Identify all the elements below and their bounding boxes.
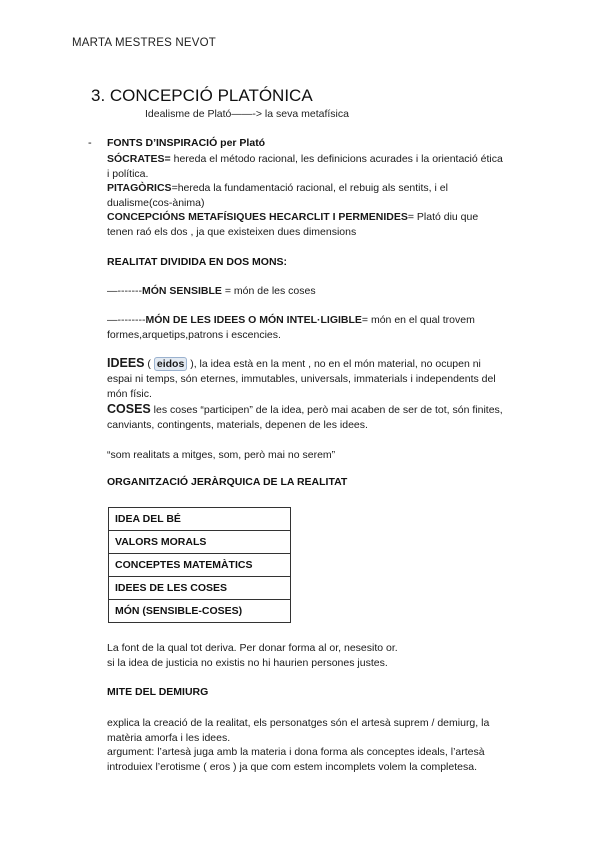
mon-intelligible-label: MÓN DE LES IDEES O MÓN INTEL·LIGIBLE: [145, 314, 362, 326]
mon-intelligible-prefix: —--------: [107, 314, 146, 326]
mon-sensible-label: MÓN SENSIBLE: [141, 285, 222, 297]
table-cell: IDEA DEL BÉ: [109, 508, 291, 531]
coses-text: les coses “participen” de la idea, però mai acaben de ser de tot, són finites, canviants, contingents, materials, depenen de les idees.: [107, 404, 503, 431]
idees-text: ), la idea està en la ment , no en el món material, no ocupen ni espai ni temps, són eternes, immutables, universals, immaterials i independents del món físic.: [107, 358, 496, 400]
realitat-heading: REALITAT DIVIDIDA EN DOS MONS:: [107, 256, 288, 268]
eidos-highlight: eidos: [154, 357, 187, 371]
hierarchy-note-2: si la idea de justicia no existis no hi haurien persones justes.: [107, 657, 388, 669]
table-cell: CONCEPTES MATEMÀTICS: [109, 554, 291, 577]
bullet-marker: -: [88, 137, 92, 149]
mite-heading: MITE DEL DEMIURG: [107, 686, 209, 698]
mon-sensible-text: = món de les coses: [221, 285, 316, 297]
table-row: [109, 554, 291, 577]
concepcions-paragraph: [107, 210, 507, 240]
pitagorics-label: PITAGÒRICS: [107, 182, 172, 194]
mite-paragraph-1: explica la creació de la realitat, els personatges són el artesà suprem / demiurg, la matèria amorfa i les idees.: [107, 717, 490, 744]
table-cell: MÓN (SENSIBLE-COSES): [109, 600, 291, 623]
idees-paren-open: (: [144, 358, 154, 370]
table-cell: IDEES DE LES COSES: [109, 577, 291, 600]
pitagorics-paragraph: [107, 181, 507, 211]
socrates-paragraph: [107, 152, 507, 182]
mite-paragraph-2: argument: l’artesà juga amb la materia i dona forma als conceptes ideals, l’artesà introduiex l’erotisme ( eros ) ja que com estem incomplets volem la completesa.: [107, 746, 485, 773]
socrates-text: hereda el método racional, les definicions acurades i la orientació ética i política.: [107, 153, 503, 180]
organitzacio-heading: ORGANITZACIÓ JERÀRQUICA DE LA REALITAT: [107, 476, 348, 488]
table-row: [109, 531, 291, 554]
hierarchy-note-1: La font de la qual tot deriva. Per donar forma al or, nesesito or.: [107, 642, 398, 654]
concepcions-text: = Plató diu que tenen raó els dos , ja que existeixen dues dimensions: [107, 211, 479, 238]
table-row: [109, 508, 291, 531]
table-row: [109, 577, 291, 600]
coses-label: COSES: [107, 402, 151, 416]
idees-paragraph: [107, 356, 507, 402]
quote-text: “som realitats a mitges, som, però mai no serem”: [107, 449, 336, 461]
pitagorics-text: =hereda la fundamentació racional, el rebuig als sentits, i el dualisme(cos-ànima): [107, 182, 448, 209]
mon-sensible-line: [107, 284, 507, 299]
coses-paragraph: [107, 402, 507, 433]
table-row: [109, 600, 291, 623]
concepcions-label: CONCEPCIÓNS METAFÍSIQUES HECARCLIT I PERMENIDES: [107, 211, 408, 223]
idees-label: IDEES: [107, 356, 145, 370]
mon-intelligible-paragraph: [107, 313, 507, 343]
mon-sensible-prefix: —-------: [107, 285, 142, 297]
section-subtitle: Idealisme de Plató——-> la seva metafísica: [145, 108, 349, 120]
table-cell: VALORS MORALS: [109, 531, 291, 554]
socrates-label: SÓCRATES=: [107, 153, 171, 165]
fonts-heading: FONTS D’INSPIRACIÓ per Plató: [107, 137, 266, 149]
author-name: MARTA MESTRES NEVOT: [72, 37, 216, 49]
hierarchy-table: [108, 507, 291, 623]
section-title: 3. CONCEPCIÓ PLATÓNICA: [91, 86, 313, 105]
mon-intelligible-text: = món en el qual trovem formes,arquetips,patrons i escencies.: [107, 314, 475, 341]
